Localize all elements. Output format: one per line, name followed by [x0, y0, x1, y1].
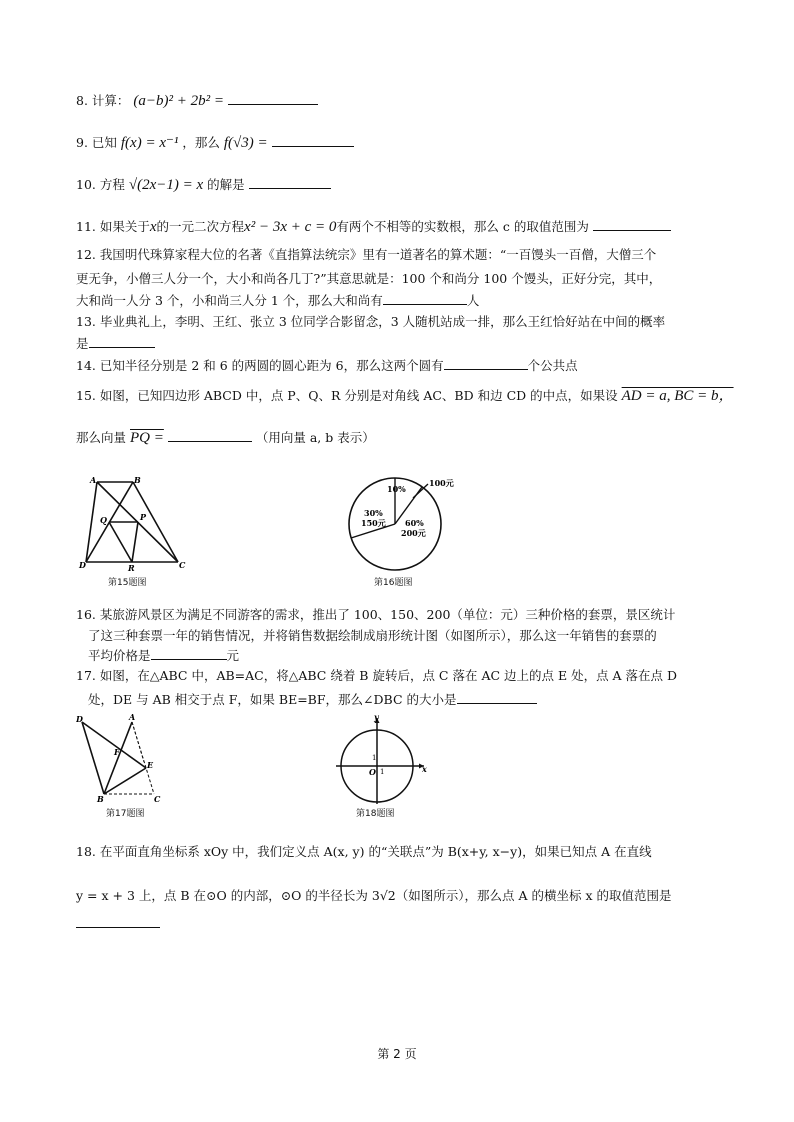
q12-line-3-text: 大和尚一人分 3 个，小和尚三人分 1 个，那么大和尚有 [76, 293, 383, 308]
q13-line-2-text: 是 [76, 336, 89, 351]
q11-variable: x [149, 219, 157, 235]
q16-line-3-text: 平均价格是 [88, 648, 151, 663]
fig15-label-Q: Q [100, 515, 107, 525]
question-14 [76, 357, 578, 375]
q16-line-2: 了这三种套票一年的销售情况，并将销售数据绘制成扇形统计图（如图所示），那么这一年销售的套票的 [88, 628, 657, 643]
fig17-label-D: D [76, 714, 83, 724]
slice-30-pct: 30% [364, 508, 383, 518]
fig15-label-A: A [90, 475, 97, 485]
figure-15-caption: 第15题图 [108, 578, 147, 588]
fig15-label-C: C [179, 560, 186, 570]
figure-18-diagram [332, 712, 432, 807]
fig17-label-C: C [154, 794, 161, 804]
q11-answer-blank[interactable] [593, 218, 671, 231]
fig18-tick-y-1: 1 [372, 754, 377, 762]
q15-line-2a: 那么向量 [76, 430, 127, 445]
fig17-label-E: E [147, 760, 154, 770]
q12-line-1: 12. 我国明代珠算家程大位的名著《直指算法统宗》里有一道著名的算术题：“一百馒头一百僧，大僧三个 [76, 247, 657, 262]
q15-line-1 [76, 387, 734, 405]
q15-vectors: AD = a, BC = b， [621, 388, 734, 404]
q10-number: 10. 方程 [76, 177, 125, 192]
fig17-label-A: A [129, 712, 136, 722]
q14-tail: 个公共点 [527, 358, 578, 373]
q8-answer-blank[interactable] [228, 92, 318, 105]
question-9 [76, 134, 354, 152]
fig18-tick-x-1: 1 [380, 768, 385, 776]
q17-answer-blank[interactable] [457, 691, 537, 704]
q9-number: 9. 已知 [76, 135, 117, 150]
q15-line-1-text: 15. 如图，已知四边形 ABCD 中，点 P、Q、R 分别是对角线 AC、BD 和边 CD 的中点，如果设 [76, 388, 618, 403]
q12-line-3 [76, 292, 479, 310]
q9-connector: ，那么 [182, 135, 220, 150]
fig18-label-y: y [374, 712, 379, 722]
q17-line-2-text: 处，DE 与 AB 相交于点 F，如果 BE=BF，那么∠DBC 的大小是 [88, 692, 457, 707]
q11-equation: x² − 3x + c = 0 [244, 219, 337, 235]
q15-vector-pq: PQ = [130, 430, 164, 446]
q10-tail: 的解是 [207, 177, 245, 192]
fig17-label-F: F [114, 747, 120, 757]
fig15-label-B: B [134, 475, 141, 485]
figure-17-caption: 第17题图 [106, 809, 145, 819]
fig17-label-B: B [97, 794, 104, 804]
q14-answer-blank[interactable] [444, 357, 528, 370]
q9-expression-1: f(x) = x⁻¹ [120, 135, 179, 151]
q16-answer-blank[interactable] [151, 647, 227, 660]
fig15-label-R: R [128, 563, 135, 573]
slice-10-pct: 10% [387, 484, 406, 494]
slice-30-price: 150元 [361, 518, 386, 528]
figure-16-pie [343, 474, 463, 574]
q10-expression: √(2x−1) = x [128, 177, 204, 193]
q13-answer-blank[interactable] [89, 335, 155, 348]
q9-expression-2: f(√3) = [223, 135, 268, 151]
q18-line-3 [76, 915, 160, 933]
q9-answer-blank[interactable] [272, 134, 354, 147]
slice-10-price: 100元 [429, 478, 454, 488]
q8-number: 8. 计算： [76, 93, 130, 108]
q13-line-1: 13. 毕业典礼上，李明、王红、张立 3 位同学合影留念，3 人随机站成一排，那么王红恰好站在中间的概率 [76, 314, 666, 329]
q11-text-3: 有两个不相等的实数根，那么 c 的取值范围为 [336, 219, 589, 234]
figure-15 [78, 474, 188, 589]
q12-line-2: 更无争，小僧三人分一个，大小和尚各几丁?”其意思就是：100 个和尚分 100 个馒头，正好分完，其中， [76, 271, 662, 286]
figure-18-caption: 第18题图 [356, 809, 395, 819]
q12-tail: 人 [466, 293, 480, 308]
q11-text-1: 11. 如果关于 [76, 219, 150, 234]
figure-16 [343, 474, 463, 589]
q15-answer-blank[interactable] [168, 429, 252, 442]
q18-line-2: y = x + 3 上，点 B 在⊙O 的内部，⊙O 的半径长为 3√2（如图所示），那么点 A 的横坐标 x 的取值范围是 [76, 888, 672, 903]
fig18-label-O: O [369, 767, 376, 777]
q18-answer-blank[interactable] [76, 915, 160, 928]
q17-line-2 [88, 691, 537, 709]
q10-answer-blank[interactable] [249, 176, 331, 189]
q18-line-1: 18. 在平面直角坐标系 xOy 中，我们定义点 A(x, y) 的“关联点”为 B(x+y, x−y)，如果已知点 A 在直线 [76, 844, 652, 859]
figure-18 [332, 712, 432, 822]
q8-expression: (a−b)² + 2b² = [133, 93, 224, 109]
q11-text-2: 的一元二次方程 [156, 219, 245, 234]
q13-line-2 [76, 335, 155, 353]
q15-line-2 [76, 429, 375, 447]
figure-17-diagram [76, 712, 176, 807]
question-8 [76, 92, 318, 110]
figure-17 [76, 712, 176, 822]
q12-answer-blank[interactable] [383, 292, 467, 305]
figure-16-caption: 第16题图 [374, 578, 413, 588]
question-11 [76, 218, 671, 236]
q16-line-1: 16. 某旅游风景区为满足不同游客的需求，推出了 100、150、200（单位：元）三种价格的套票，景区统计 [76, 607, 676, 622]
page-number: 第 2 页 [377, 1047, 417, 1061]
fig18-label-x: x [422, 764, 427, 774]
figure-15-diagram [78, 474, 188, 574]
slice-60-price: 200元 [401, 528, 426, 538]
fig15-label-P: P [140, 512, 147, 522]
q16-tail: 元 [226, 648, 240, 663]
q16-line-3 [88, 647, 239, 665]
q17-line-1: 17. 如图，在△ABC 中，AB=AC，将△ABC 绕着 B 旋转后，点 C 落在 AC 边上的点 E 处，点 A 落在点 D [76, 668, 678, 683]
slice-60-pct: 60% [405, 518, 424, 528]
q15-line-2b: （用向量 a, b 表示） [255, 430, 375, 445]
fig15-label-D: D [79, 560, 86, 570]
q14-text: 14. 已知半径分别是 2 和 6 的两圆的圆心距为 6，那么这两个圆有 [76, 358, 444, 373]
question-10 [76, 176, 331, 194]
